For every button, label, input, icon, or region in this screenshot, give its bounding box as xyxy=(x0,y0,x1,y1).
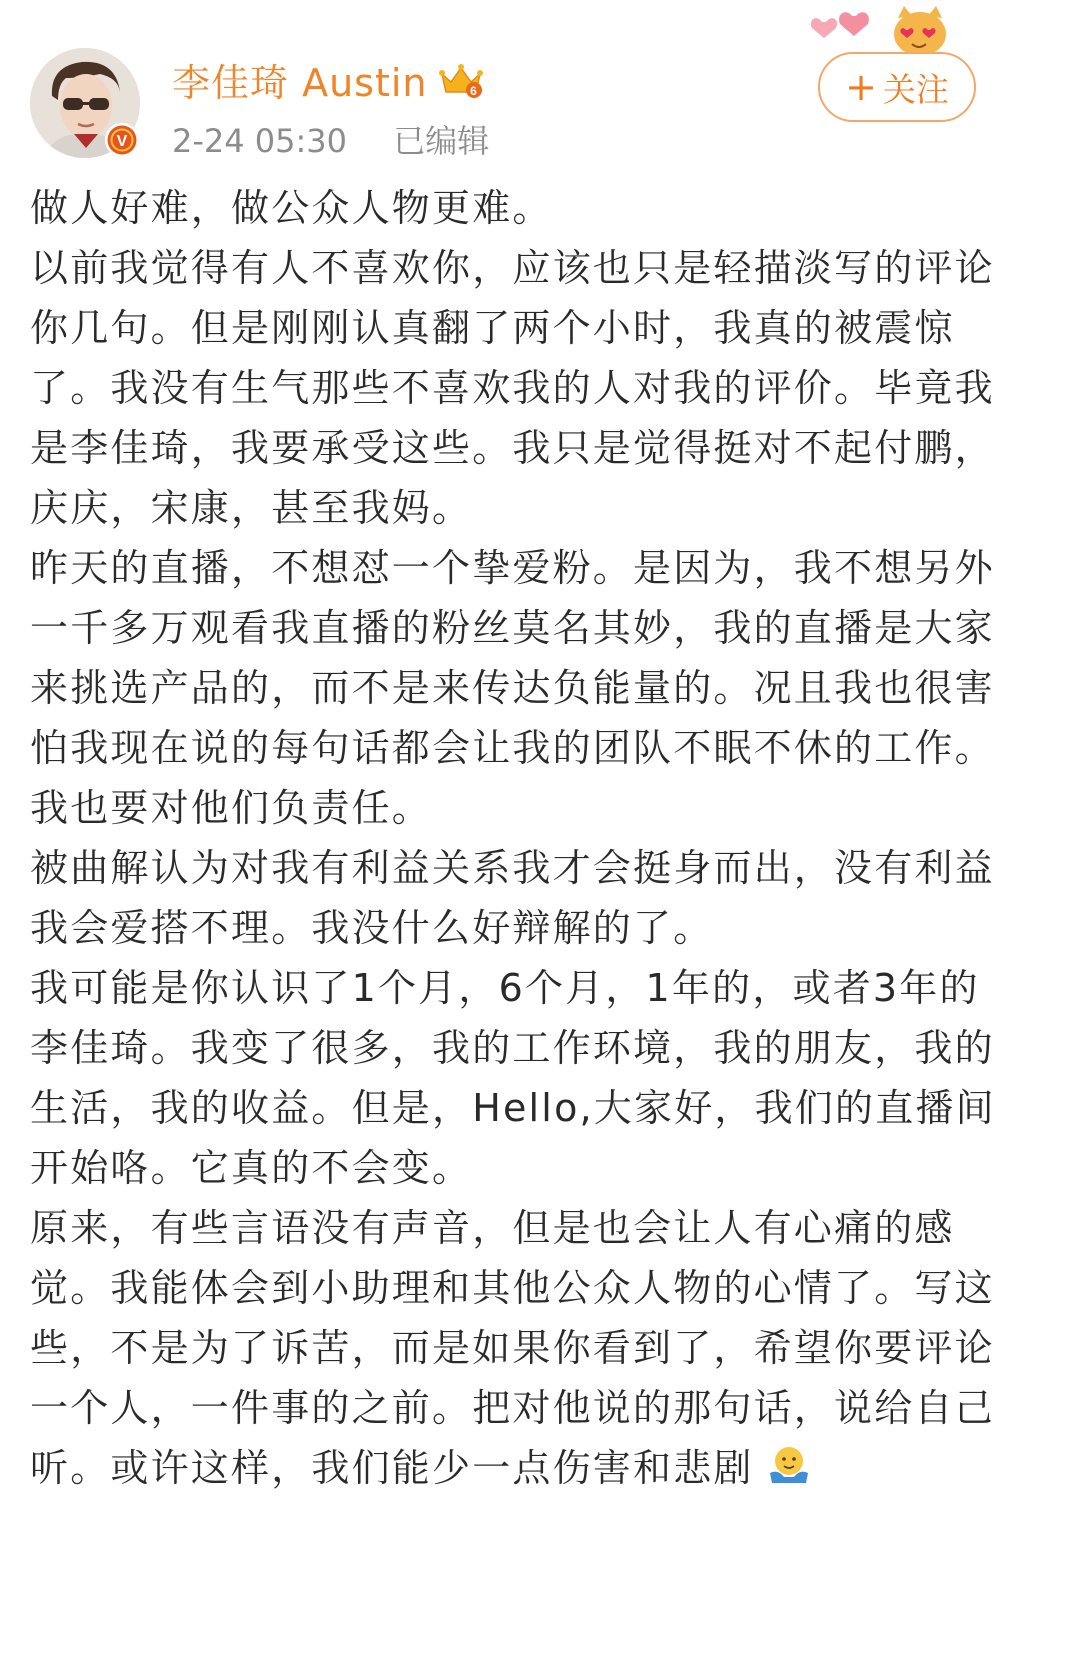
post-paragraph-text: 原来，有些言语没有声音，但是也会让人有心痛的感觉。我能体会到小助理和其他公众人物的心情了。写这些，不是为了诉苦，而是如果你看到了，希望你要评论一个人，一件事的之前。把对他说的那句话，说给自己听。或许这样，我们能少一点伤害和悲剧 xyxy=(30,1206,995,1490)
follow-plus-icon: + xyxy=(845,65,877,109)
user-name-row[interactable] xyxy=(172,52,484,107)
user-name[interactable]: 李佳琦 Austin xyxy=(172,61,428,105)
hug-emoji-icon xyxy=(766,1443,812,1489)
post-content xyxy=(30,178,1010,1498)
vip-level: 6 xyxy=(469,83,478,98)
follow-label: 关注 xyxy=(882,69,949,109)
post-paragraph: 被曲解认为对我有利益关系我才会挺身而出，没有利益我会爱搭不理。我没什么好辩解的了。 xyxy=(30,846,995,950)
post-timestamp: 2-24 05:30 xyxy=(172,122,348,160)
post-paragraph: 以前我觉得有人不喜欢你，应该也只是轻描淡写的评论你几句。但是刚刚认真翻了两个小时，我真的被震惊了。我没有生气那些不喜欢我的人对我的评价。毕竟我是李佳琦，我要承受这些。我只是觉得挺对不起付鹏，庆庆，宋康，甚至我妈。 xyxy=(30,246,995,530)
vip-crown-icon[interactable] xyxy=(438,60,484,100)
verified-badge-letter: V xyxy=(116,133,128,150)
post-paragraph-last xyxy=(30,1198,1010,1498)
post-meta xyxy=(172,116,489,162)
post-paragraph: 我可能是你认识了1个月，6个月，1年的，或者3年的李佳琦。我变了很多，我的工作环境，我的朋友，我的生活，我的收益。但是，Hello,大家好，我们的直播间开始咯。它真的不会变。 xyxy=(30,966,996,1190)
follow-button[interactable] xyxy=(818,52,976,122)
post-paragraph: 做人好难，做公众人物更难。 xyxy=(30,186,553,230)
verified-v-icon xyxy=(104,122,140,158)
post-paragraph: 昨天的直播，不想怼一个挚爱粉。是因为，我不想另外一千多万观看我直播的粉丝莫名其妙，我的直播是大家来挑选产品的，而不是来传达负能量的。况且我也很害怕我现在说的每句话都会让我的团队不眠不休的工作。我也要对他们负责任。 xyxy=(30,546,995,830)
edited-label: 已编辑 xyxy=(393,122,490,160)
